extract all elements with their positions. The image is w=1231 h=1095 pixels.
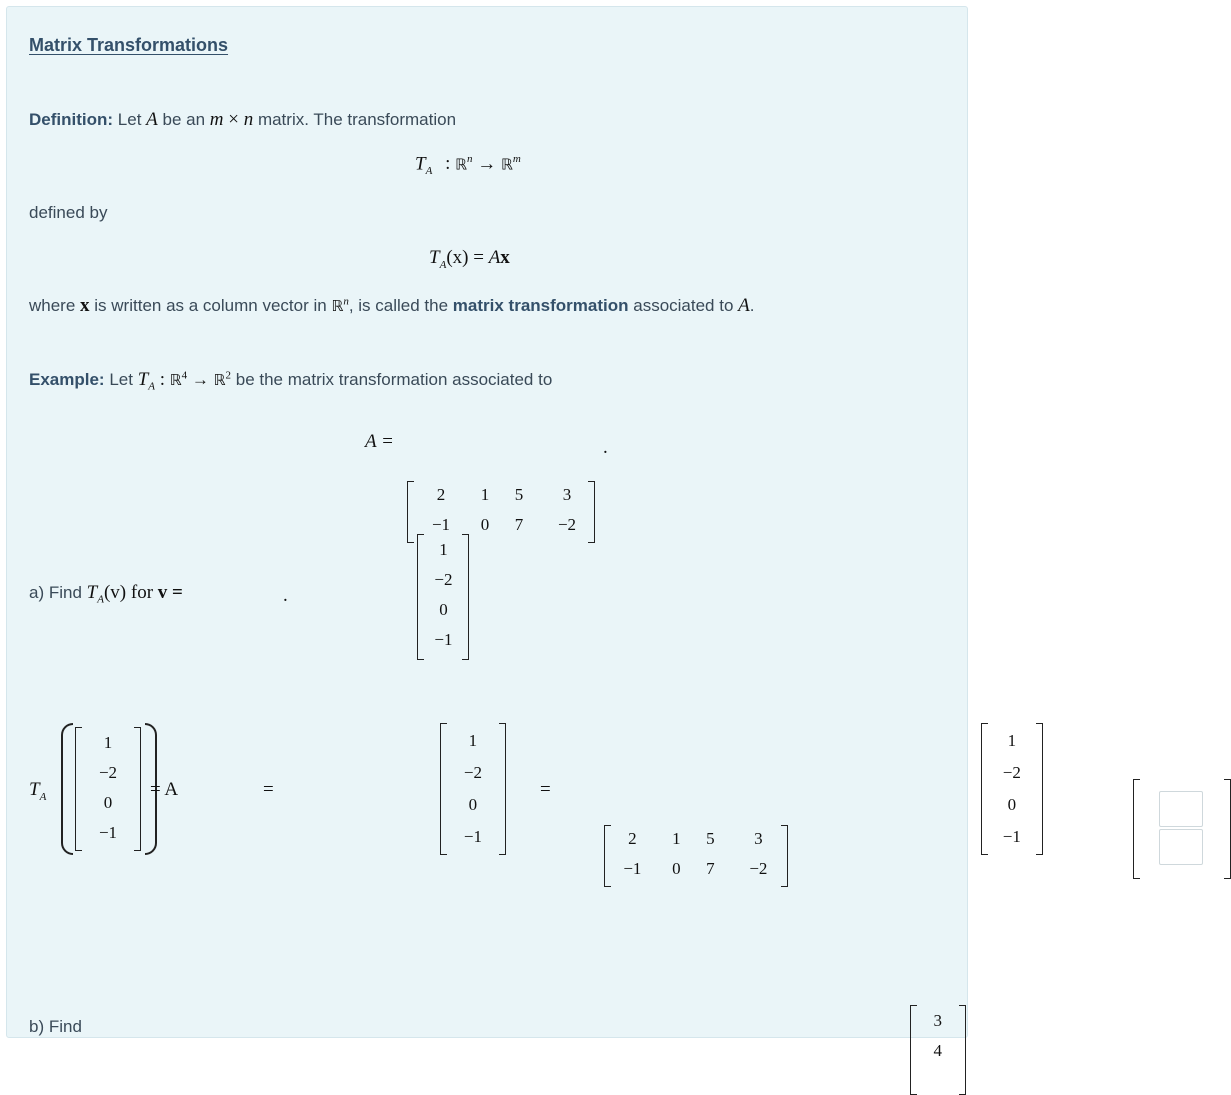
definition-label: Definition:	[29, 110, 114, 129]
formula-rhs-A: A	[488, 247, 501, 268]
vector-cell: 0	[468, 795, 478, 814]
eq-T: T	[29, 779, 40, 800]
part-a-v-paren: (v) for	[103, 582, 154, 603]
vector-v-cell: −1	[434, 630, 453, 649]
matrix-A-cell: 0	[480, 515, 490, 534]
matrix-A-cell: 0	[672, 859, 681, 878]
reals-symbol: ℝ	[455, 155, 467, 174]
answer-input-2[interactable]	[1159, 829, 1203, 865]
formula-colon: :	[445, 153, 451, 175]
eq-TA	[29, 779, 46, 803]
formula-eq-lhs: (x) =	[446, 247, 484, 268]
where-x: x	[80, 295, 90, 316]
where-A: A	[738, 295, 750, 316]
example-line	[29, 369, 552, 392]
matrix-A-cell: −2	[557, 515, 577, 534]
part-a-T-sub: A	[97, 593, 104, 606]
vector-v-cell: 1	[439, 540, 448, 559]
where-reals: ℝ	[331, 297, 344, 315]
example-reals-2: ℝ	[213, 371, 226, 389]
symbol-n: n	[243, 109, 254, 130]
formula-rhs-x: x	[500, 247, 510, 268]
matrix-A-cell: −1	[623, 859, 642, 878]
answer-vector	[1133, 779, 1231, 879]
vector-cell: −2	[98, 763, 118, 782]
vector-cell: 1	[103, 733, 113, 752]
arrow-symbol: →	[477, 153, 497, 175]
formula-T-2: T	[429, 247, 440, 268]
definition-line	[29, 109, 456, 131]
part-a-T: T	[86, 582, 98, 603]
eq-equals-1: =	[263, 779, 274, 800]
vector-part-b	[910, 1005, 966, 1095]
vector-cell: −1	[98, 823, 118, 842]
symbol-times: ×	[228, 109, 239, 130]
definition-text-1: Let	[117, 110, 142, 129]
matrix-A-cell: 7	[706, 859, 715, 878]
definition-text-3: matrix. The transformation	[257, 110, 457, 129]
vector-cell: −1	[1002, 827, 1021, 846]
eq-equals-2: =	[540, 779, 551, 800]
example-reals-1: ℝ	[169, 371, 182, 389]
matrix-A-cell: 7	[514, 515, 524, 534]
symbol-m: m	[209, 109, 224, 130]
eq-T-sub: A	[39, 790, 47, 803]
matrix-A-cell: 1	[672, 829, 681, 848]
formula-TA-x	[429, 247, 510, 271]
example-label: Example:	[29, 370, 105, 389]
page-title: Matrix Transformations	[29, 35, 229, 55]
eq-A-text: = A	[150, 779, 179, 800]
matrix-A-cell: 1	[480, 485, 490, 504]
answer-input-1[interactable]	[1159, 791, 1203, 827]
where-text-4: associated to	[633, 296, 734, 315]
vector-cell: 0	[1007, 795, 1017, 814]
reals-symbol-2: ℝ	[500, 155, 513, 174]
eq-vector-3	[981, 723, 1043, 855]
matrix-A-period: .	[603, 437, 608, 458]
formula-T: T	[415, 153, 426, 175]
where-text-1: where	[29, 296, 76, 315]
vector-cell: 4	[933, 1041, 942, 1060]
matrix-A-cell: 3	[562, 485, 572, 504]
symbol-A: A	[146, 109, 158, 130]
content-panel	[6, 6, 1021, 1060]
vector-cell: −2	[463, 763, 482, 782]
A-equals: A =	[365, 431, 394, 452]
eq-paren-group	[61, 723, 157, 855]
matrix-A-cell: −1	[431, 515, 451, 534]
matrix-A-cell: 2	[436, 485, 446, 504]
example-sup-2: 2	[225, 369, 232, 382]
vector-v-period: .	[283, 585, 288, 606]
vector-cell: 1	[1007, 731, 1017, 750]
where-n-sup: n	[343, 295, 349, 308]
defined-by-text: defined by	[29, 203, 108, 222]
formula-T-sub-2: A	[439, 258, 447, 271]
matrix-A-cell: 2	[628, 829, 637, 848]
formula-T-sub: A	[425, 165, 433, 178]
vector-cell: 1	[468, 731, 478, 750]
vector-cell: 0	[103, 793, 113, 812]
vector-cell: −2	[1002, 763, 1021, 782]
matrix-A-cell: 3	[754, 829, 763, 848]
part-a-label: a) Find	[29, 583, 82, 602]
definition-text-2: be an	[162, 110, 206, 129]
example-sup-4: 4	[181, 369, 188, 382]
vector-v-cell: 0	[439, 600, 448, 619]
eq-matrix-A	[604, 825, 788, 887]
left-paren	[61, 723, 73, 855]
where-line	[29, 295, 755, 317]
example-text-2: be the matrix transformation associated to	[235, 370, 553, 389]
vector-cell: −1	[463, 827, 482, 846]
matrix-A-cell: 5	[706, 829, 715, 848]
formula-TA-map	[415, 153, 521, 177]
eq-vector-1	[75, 727, 141, 851]
where-text-2: is written as a column vector in	[94, 296, 327, 315]
eq-vector-2	[440, 723, 506, 855]
formula-m-sup: m	[512, 153, 521, 165]
example-T: T	[137, 369, 149, 390]
formula-n-sup: n	[466, 153, 473, 165]
matrix-A-cell: −2	[749, 859, 768, 878]
part-a-v-eq: v =	[157, 582, 183, 603]
matrix-A-cell: 5	[514, 485, 524, 504]
matrix-transformation-term: matrix transformation	[452, 296, 629, 315]
example-colon: :	[159, 369, 166, 390]
example-text-1: Let	[109, 370, 133, 389]
part-b-label: b) Find	[29, 1017, 82, 1036]
part-a-line	[29, 582, 183, 605]
where-period: .	[749, 296, 755, 315]
vector-v-cell: −2	[434, 570, 453, 589]
vector-cell: 3	[933, 1011, 942, 1030]
eq-equals-A	[150, 779, 178, 801]
example-arrow: →	[191, 370, 209, 389]
example-T-sub: A	[148, 380, 156, 393]
where-text-3: , is called the	[348, 296, 449, 315]
vector-v	[417, 534, 469, 660]
